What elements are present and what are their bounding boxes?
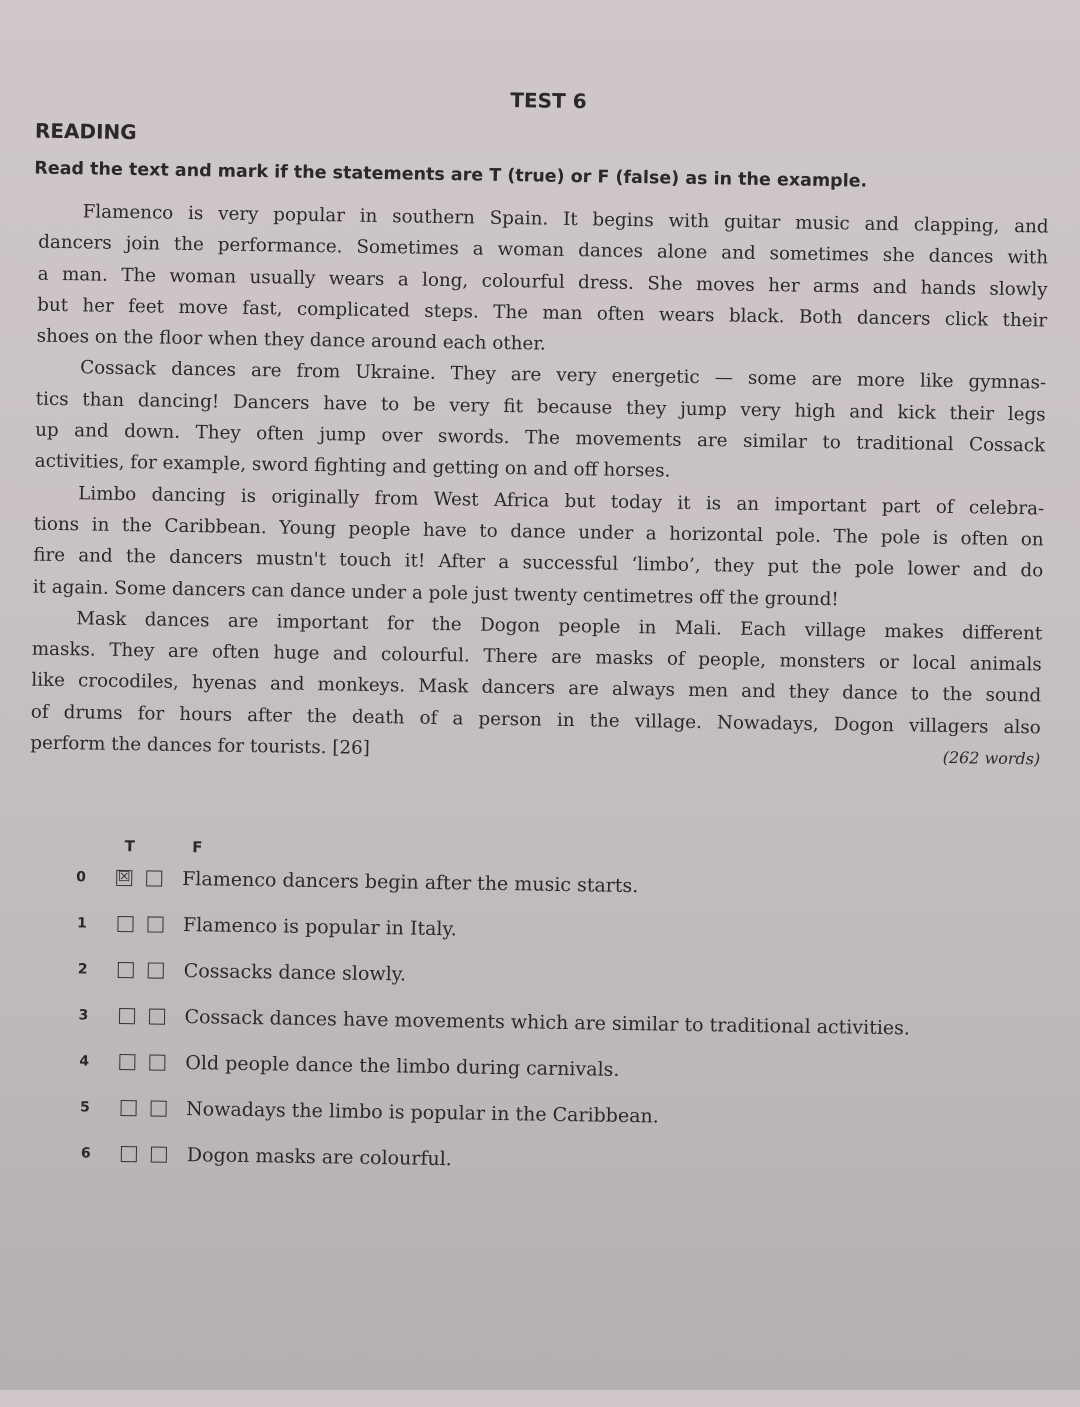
true-checkbox[interactable] <box>117 916 133 932</box>
paragraph <box>33 477 1045 618</box>
false-checkbox[interactable] <box>148 962 164 978</box>
question-statement: Flamenco dancers begin after the music starts. <box>182 867 639 898</box>
question-number: 1 <box>76 915 87 932</box>
text-line: up and down. They often jump over swords. The movements are similar to traditional Cossack <box>35 419 1046 457</box>
text-line: shoes on the floor when they dance around each other. <box>36 325 546 355</box>
question-number: 4 <box>79 1053 90 1070</box>
question-statement: Dogon masks are colourful. <box>186 1144 452 1171</box>
text-line: Limbo dancing is originally from West Africa but today it is an important part of celebra- <box>78 482 1045 520</box>
false-checkbox[interactable] <box>146 870 162 886</box>
text-line: like crocodiles, hyenas and monkeys. Mask dancers are always men and they dance to the sound <box>31 670 1042 707</box>
true-checkbox[interactable]: ☒ <box>117 868 131 886</box>
false-checkbox[interactable] <box>148 1008 164 1024</box>
text-line: it again. Some dancers can dance under a pole just twenty centimetres off the ground! <box>32 576 839 610</box>
question-statement: Old people dance the limbo during carnivals. <box>185 1052 620 1081</box>
question-number: 5 <box>79 1099 90 1116</box>
question-statement: Flamenco is popular in Italy. <box>182 913 457 941</box>
false-checkbox[interactable] <box>151 1147 167 1163</box>
paragraph <box>35 352 1047 493</box>
text-line: perform the dances for tourists. [26] <box>30 732 371 759</box>
true-checkbox[interactable] <box>118 962 134 978</box>
questions <box>72 836 913 1189</box>
test-title: TEST 6 <box>510 88 587 114</box>
text-line: tics than dancing! Dancers have to be very fit because they jump very high and kick their legs <box>35 388 1046 426</box>
text-line: dancers join the performance. Sometimes a woman dances alone and sometimes she dances with <box>38 231 1049 269</box>
word-count: (262 words) <box>942 748 1041 769</box>
reading-text <box>30 196 1049 775</box>
question-number: 0 <box>76 869 87 886</box>
question-number: 3 <box>78 1007 89 1024</box>
text-line: fire and the dancers mustn't touch it! After a successful ‘limbo’, they put the pole lower and do <box>33 544 1044 582</box>
question-statement: Cossack dances have movements which are similar to traditional activities. <box>184 1006 911 1040</box>
true-checkbox[interactable] <box>121 1146 137 1162</box>
text-line: Cossack dances are from Ukraine. They are very energetic — some are more like gymnas- <box>80 357 1047 394</box>
paragraph <box>36 196 1048 368</box>
false-checkbox[interactable] <box>150 1100 166 1116</box>
text-line: tions in the Caribbean. Young people have to dance under a horizontal pole. The pole is often on <box>33 513 1044 551</box>
tf-header: T F <box>124 837 229 857</box>
false-checkbox[interactable] <box>149 1054 165 1070</box>
text-line: of drums for hours after the death of a person in the village. Nowadays, Dogon villagers also <box>30 701 1041 739</box>
text-line: but her feet move fast, complicated steps. The man often wears black. Both dancers click their <box>37 294 1048 332</box>
true-checkbox[interactable] <box>120 1100 136 1116</box>
question-statement: Nowadays the limbo is popular in the Caribbean. <box>185 1098 659 1128</box>
text-line: masks. They are often huge and colourful. There are masks of people, monsters or local animals <box>31 638 1042 676</box>
section-heading: READING <box>34 118 137 145</box>
text-line: Mask dances are important for the Dogon people in Mali. Each village makes different <box>76 608 1043 645</box>
true-checkbox[interactable] <box>119 1054 135 1070</box>
question-statement: Cossacks dance slowly. <box>183 960 407 986</box>
text-line: Flamenco is very popular in southern Spain. It begins with guitar music and clapping, and <box>82 201 1049 238</box>
text-line: activities, for example, sword fighting and getting on and off horses. <box>34 450 671 482</box>
question-number: 6 <box>80 1145 91 1162</box>
instruction: Read the text and mark if the statements are T (true) or F (false) as in the example. <box>34 158 868 192</box>
text-line: a man. The woman usually wears a long, colourful dress. She moves her arms and hands slowly <box>37 263 1048 301</box>
true-checkbox[interactable] <box>118 1008 134 1024</box>
question-number: 2 <box>77 961 88 978</box>
false-checkbox[interactable] <box>147 916 163 932</box>
